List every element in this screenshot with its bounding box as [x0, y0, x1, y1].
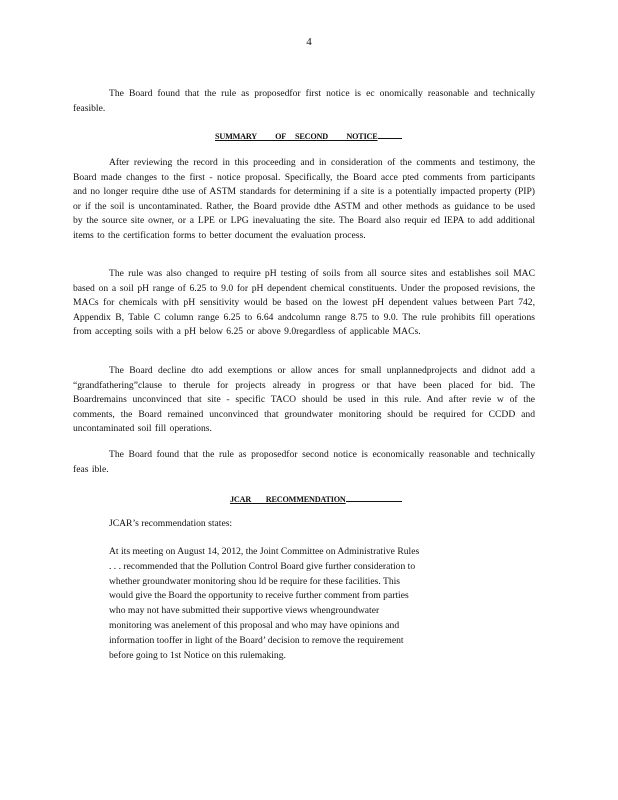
- quote-line: information tooffer in light of the Board’ decision to remove the requirement: [109, 634, 404, 646]
- quote-line: At its meeting on August 14, 2012, the Joint Committee on Administrative Rules: [109, 546, 420, 557]
- heading-jcar-recommendation: [230, 492, 402, 504]
- heading-jcar-text: JCAR RECOMMENDATION: [230, 495, 346, 504]
- quote-line: before going to 1st Notice on this rulemaking.: [109, 649, 286, 661]
- quote-line: monitoring was anelement of this proposal and who may have opinions and: [109, 619, 400, 631]
- paragraph-second-notice-finding: The Board found that the rule as proposedfor second notice is economically reasonable and technically feas ible.: [73, 449, 535, 475]
- jcar-quote-intro: JCAR’s recommendation states:: [109, 518, 233, 529]
- quote-line: would give the Board the opportunity to receive further comment from parties: [109, 590, 409, 602]
- paragraph-board-changes: After reviewing the record in this proceeding and in consideration of the comments and testimony, the Board made changes to the first - notice proposal. Specifically, the Board acce pted comments from participants and no longer require dthe use of ASTM standards for determining if a site is a potentially impacted property (PIP) or if the soil is uncontaminated. Rather, the Board provide dthe ASTM and other methods as guidance to be used by the source site owner, or a LPE or LPG inevaluating the site. The Board also requir ed IEPA to add additional items to the certification forms to better document the evaluation process.: [73, 157, 535, 241]
- page-number: 4: [306, 36, 312, 48]
- paragraph-ph-testing: The rule was also changed to require pH testing of soils from all source sites and establishes soil MAC based on a soil pH range of 6.25 to 9.0 for pH dependent chemical constituents. Under the proposed revisions, the MACs for chemicals with pH sensitivity would be based on the lowest pH dependent values between Part 742, Appendix B, Table C column range 6.25 to 6.64 andcolumn range 8.75 to 9.0. The rule prohibits fill operations from accepting soils with a pH below 6.25 or above 9.0regardless of applicable MACs.: [73, 268, 535, 338]
- paragraph-exemptions-declined: The Board decline dto add exemptions or allow ances for small unplannedprojects and didnot add a “grandfathering”clause to therule for projects already in progress or that have been placed for bid. The Boardremains unconvinced that site - specific TACO should be used in this rule. And after revie w of the comments, the Board remained unconvinced that groundwater monitoring should be required for CCDD and uncontaminated soil fill operations.: [73, 365, 535, 435]
- heading-summary-of-second-notice: [215, 129, 402, 141]
- paragraph-first-notice-finding: The Board found that the rule as proposedfor first notice is ec onomically reasonable and technically feasible.: [73, 88, 535, 114]
- quote-line: whether groundwater monitoring shou ld be require for these facilities. This: [109, 575, 401, 587]
- jcar-quote-block: [109, 545, 499, 663]
- heading-summary-text: SUMMARY OF SECOND NOTICE: [215, 132, 378, 141]
- quote-line: who may not have submitted their supportive views whengroundwater: [109, 605, 380, 617]
- quote-line: . . . recommended that the Pollution Control Board give further consideration to: [109, 560, 416, 572]
